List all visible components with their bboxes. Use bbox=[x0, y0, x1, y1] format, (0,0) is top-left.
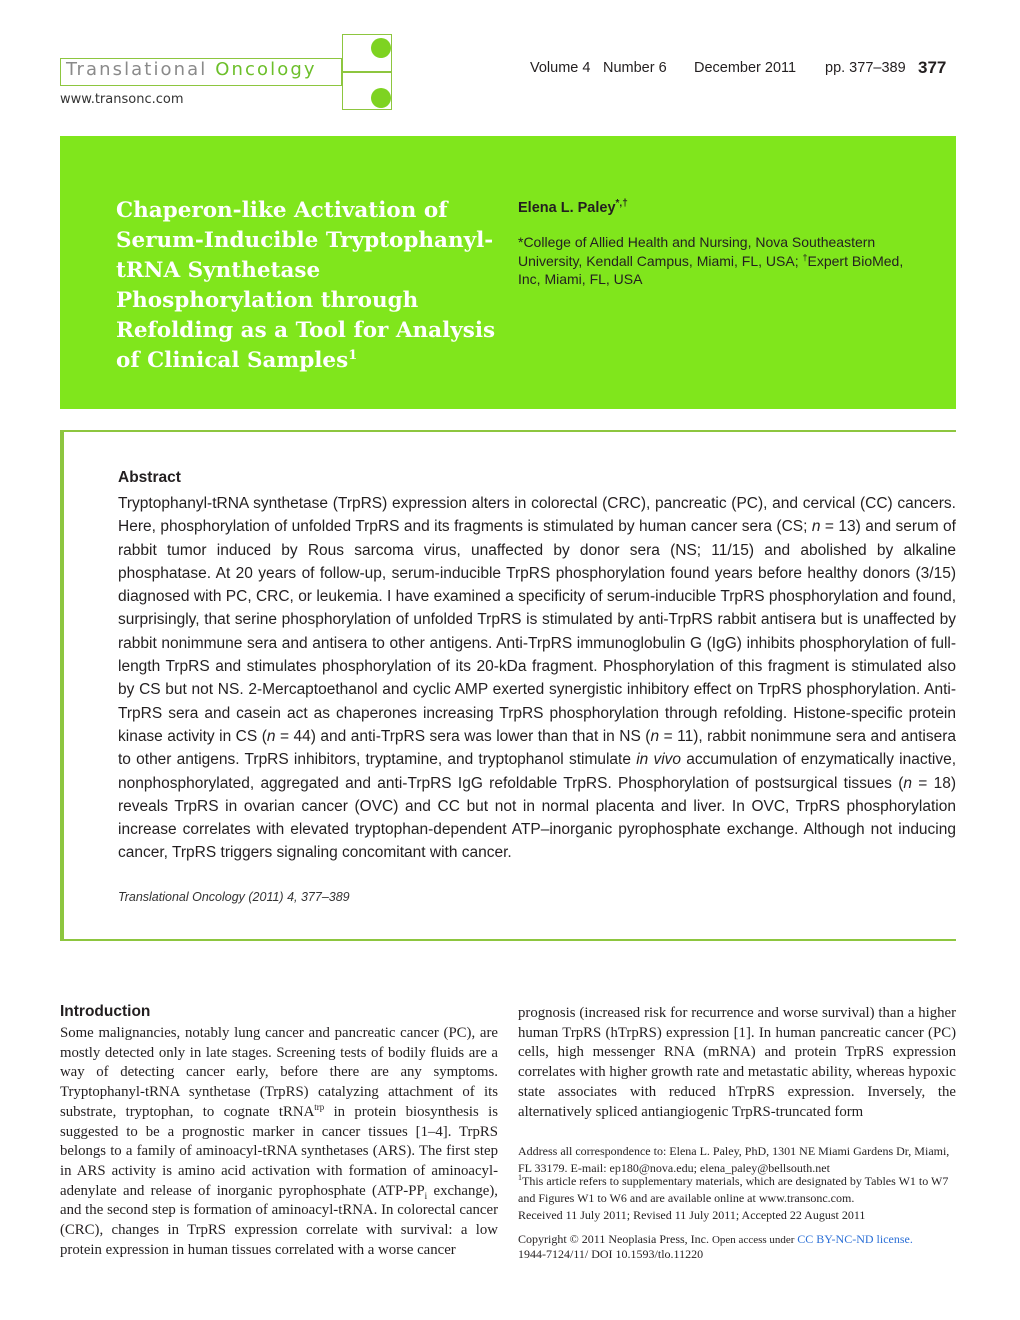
issue-number: Number 6 bbox=[603, 60, 667, 76]
affiliations bbox=[518, 233, 918, 289]
copyright-text: Copyright © 2011 Neoplasia Press, Inc. bbox=[518, 1232, 712, 1246]
introduction-column-1: Some malignancies, notably lung cancer and pancreatic cancer (PC), are mostly detected only in late stages. Screening tests of bodily fluids are a way of detecting cancer early, before there are any symptoms. Tryptophanyl-tRNA synthetase (TrpRS) catalyzing attachment of its substrate, tryptophan, to cognate tRNA$^{trp}$ in protein biosynthesis is suggested to be a prognostic marker in cancer tissues [1–4]. TrpRS belongs to a family of aminoacyl-tRNA synthetases (ARS). The first step in ARS activity is amino acid activation with formation of aminoacyl-adenylate and release of inorganic pyrophosphate ($ATP-PP_i$ exchange), and the second step is formation of aminoacyl-tRNA. In colorectal cancer (CRC), changes in TrpRS expression correlate with survival: a low protein expression in human tissues correlated with a worse cancer bbox=[60, 1025, 498, 1258]
article-title-text: Chaperon-like Activation of Serum-Inducible Tryptophanyl-tRNA Synthetase Phosphorylation through Refolding as a Tool for Analysis of Clinical Samples bbox=[116, 198, 496, 373]
logo-dot-icon bbox=[371, 38, 391, 58]
article-title bbox=[116, 196, 496, 376]
journal-url[interactable]: www.transonc.com bbox=[60, 92, 184, 107]
introduction-column-2: prognosis (increased risk for recurrence and worse survival) than a higher human TrpRS (hTrpRS) expression [1]. In human pancreatic cancer (PC) cells, high messenger RNA (mRNA) and protein TrpRS expression correlates with higher growth rate and metastatic ability, whereas hypoxic state associates with reduced hTrpRS expression. Inversely, the alternatively spliced antiangiogenic TrpRS-truncated form bbox=[518, 1005, 956, 1120]
issue-date: December 2011 bbox=[694, 60, 797, 76]
open-access-text: Open access under bbox=[711, 1234, 798, 1246]
abstract-top-rule bbox=[60, 430, 956, 432]
title-footnote-mark[interactable]: 1 bbox=[348, 347, 358, 363]
affiliation-2: Expert BioMed, Inc, Miami, FL, USA bbox=[518, 252, 904, 287]
author bbox=[518, 200, 628, 216]
affiliation-mark: † bbox=[802, 251, 808, 262]
abstract-heading: Abstract bbox=[118, 469, 181, 486]
volume: Volume 4 bbox=[530, 60, 591, 76]
page-number: 377 bbox=[918, 58, 947, 77]
introduction-heading: Introduction bbox=[60, 1003, 151, 1020]
logo-dot-icon bbox=[371, 88, 391, 108]
received-dates: Received 11 July 2011; Revised 11 July 2011; Accepted 22 August 2011 bbox=[518, 1208, 866, 1222]
supplementary-note-text: This article refers to supplementary materials, which are designated by Tables W1 to W7 and Figures W1 to W6 and are available online at www.transonc.com. bbox=[518, 1174, 949, 1205]
author-name: Elena L. Paley bbox=[518, 200, 616, 216]
journal-name-part2: Oncology bbox=[215, 59, 317, 80]
abstract-citation: Translational Oncology (2011) 4, 377–389 bbox=[118, 890, 350, 904]
correspondence-address: Address all correspondence to: Elena L. Paley, PhD, 1301 NE Miami Gardens Dr, Miami, FL 33179. E-mail: ep180@nova.edu; elena_paley@bellsouth.net bbox=[518, 1144, 950, 1175]
journal-logo bbox=[66, 59, 317, 80]
footnote-mark: 1 bbox=[518, 1173, 522, 1182]
issn-doi: 1944-7124/11/ DOI 10.1593/tlo.11220 bbox=[518, 1247, 704, 1261]
page-range: pp. 377–389 bbox=[825, 60, 906, 76]
author-affil-marks: *,† bbox=[615, 198, 628, 210]
supplementary-note bbox=[518, 1173, 958, 1207]
journal-name-part1: Translational bbox=[66, 59, 208, 80]
abstract-bottom-rule bbox=[60, 939, 956, 941]
abstract-side-bar bbox=[60, 430, 64, 941]
abstract-body: Tryptophanyl-tRNA synthetase (TrpRS) expression alters in colorectal (CRC), pancreatic (PC), and cervical (CC) cancers. Here, phosphorylation of unfolded TrpRS and its fragments is stimulated by human cancer sera (CS; n = 13) and serum of rabbit tumor induced by Rous sarcoma virus, unaffected by donor sera (NS; 11/15) and abolished by alkaline phosphatase. At 20 years of follow-up, serum-inducible TrpRS phosphorylation found years before healthy donors (3/15) diagnosed with PC, CRC, or leukemia. I have examined a specificity of serum-inducible TrpRS phosphorylation and found, surprisingly, that serine phosphorylation of unfolded TrpRS is stimulated by anti-TrpRS rabbit antisera but is unaffected by rabbit nonimmune sera and antisera to other antigens. Anti-TrpRS immunoglobulin G (IgG) inhibits phosphorylation of full-length TrpRS and stimulates phosphorylation of its 20-kDa fragment. Phosphorylation of this fragment is stimulated also by CS but not NS. 2-Mercaptoethanol and cyclic AMP exerted synergistic inhibitory effect on TrpRS phosphorylation. Anti-TrpRS sera and casein act as chaperones increasing TrpRS phosphorylation through refolding. Histone-specific protein kinase activity in CS (n = 44) and anti-TrpRS sera was lower than that in NS (n = 11), rabbit nonimmune sera and antisera to other antigens. TrpRS inhibitors, tryptamine, and tryptophanol stimulate in vivo accumulation of enzymatically inactive, nonphosphorylated, aggregated and anti-TrpRS IgG refoldable TrpRS. Phosphorylation of postsurgical tissues (n = 18) reveals TrpRS in ovarian cancer (OVC) and CC but not in normal placenta and liver. In OVC, TrpRS phosphorylation increase correlates with elevated tryptophan-dependent ATP–inorganic pyrophosphate exchange. Although not inducing cancer, TrpRS triggers signaling concomitant with cancer. bbox=[118, 495, 957, 862]
affiliation-1: *College of Allied Health and Nursing, Nova Southeastern University, Kendall Campus, Miami, FL, USA; bbox=[518, 234, 876, 269]
license-link[interactable]: CC BY-NC-ND license. bbox=[797, 1232, 913, 1246]
